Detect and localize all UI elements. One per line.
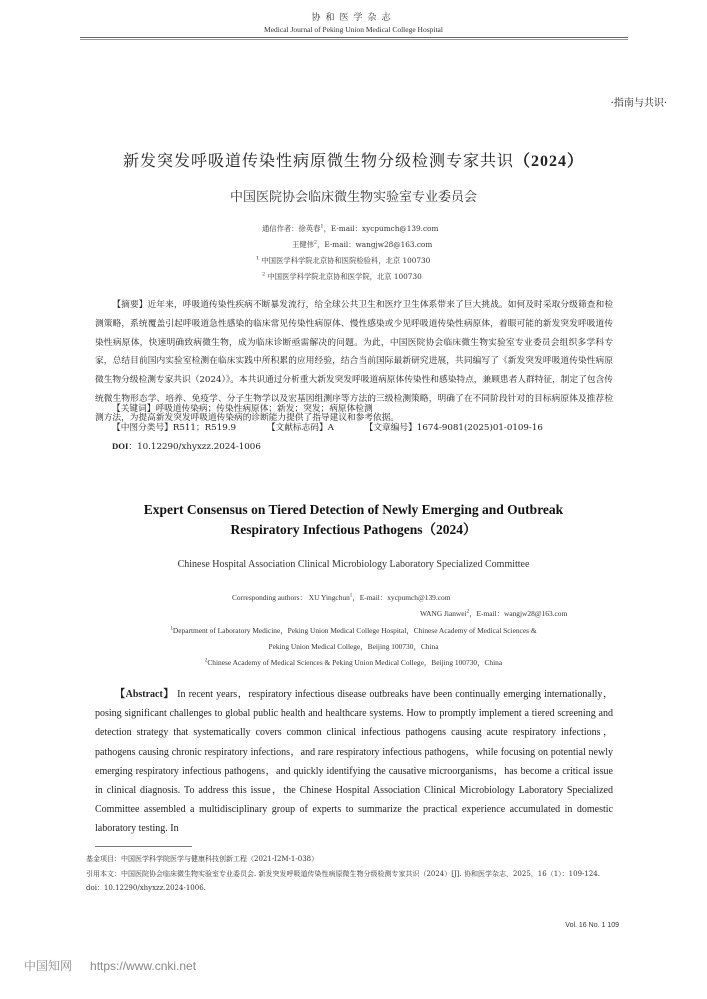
abstract-cn-text: 近年来，呼吸道传染性疾病不断暴发流行，给全球公共卫生和医疗卫生体系带来了巨大挑战。如何及时采取分级筛查和检测策略，系统覆盖引起呼吸道急性感染的临床常见传染性病原体、慢性感染或少见呼吸道传染性病原体，着眼可能的新发突发呼吸道传染性病原体，快速明确致病微生物，成为临床诊断亟需解决的问题。为此，中国医院协会临床微生物实验室专业委员会组织多学科专家，总结目前国内实验室检测在临床实践中所积累的应用经验，结合当前国际最新研究进展，共同编写了《新发突发呼吸道传染性病原微生物分级检测专家共识（2024）》。本共识通过分析重大新发突发呼吸道病原体传染性和感染特点，兼顾患者人群特征，制定了包含传统微生物形态学、培养、免疫学、分子生物学以及宏基因组测序等方法的三级检测策略，明确了在不同阶段针对的目标病原体及推荐检测方法，为提高新发突发呼吸道传染病的诊断能力提供了指导建议和参考依据。 (95, 300, 614, 423)
clc-label: 【中图分类号】 (112, 423, 173, 433)
author-sup: 2 (313, 239, 318, 246)
doc-value: A (327, 423, 334, 433)
corresponding-author-2-en (420, 608, 567, 619)
citation-footnote: 引用本文：中国医院协会临床微生物实验室专业委员会. 新发突发呼吸道传染性病原微生物分级检测专家共识（2024）[J]. 协和医学杂志，2025，16（1）：109-124. doi：10.12290/xhyxzz.2024-1006. (86, 870, 600, 892)
header-rule-secondary (80, 39, 628, 40)
affiliation-1-en-cont: Peking Union Medical College，Beijing 100730，China (268, 642, 439, 651)
affiliation-text: 中国医学科学院北京协和医院检验科，北京 100730 (261, 256, 431, 265)
author-name: WANG Jianwei (420, 609, 467, 618)
affiliation-sup: 2 (262, 271, 266, 278)
affiliation-text: Department of Laboratory Medicine，Peking Union Medical College Hospital，Chinese Academy of Medical Sciences & (172, 626, 537, 635)
page-footer: Vol. 16 No. 1 109 (565, 922, 619, 929)
keywords-text: 呼吸道传染病；传染性病原体；新发；突发；病原体检测 (155, 404, 373, 414)
abstract-cn-label: 【摘要】 (112, 300, 148, 310)
affiliation-1-cn (256, 256, 430, 266)
author-email[interactable]: ，E-mail：wangjw28@163.com (317, 240, 433, 249)
document-code (267, 423, 334, 433)
author-sup: 1 (349, 593, 353, 599)
abstract-en-label: 【Abstract】 (115, 689, 175, 700)
article-title-cn (0, 148, 707, 171)
affiliation-sup: 1 (170, 626, 173, 632)
corresponding-author-1-en (232, 592, 450, 603)
author-email[interactable]: ，E-mail：xycpumch@139.com (323, 224, 439, 233)
author-org-en: Chinese Hospital Association Clinical Microbiology Laboratory Specialized Committee (177, 559, 530, 570)
title-en-line2: Respiratory Infectious Pathogens（2024） (230, 522, 477, 537)
author-email[interactable]: ，E-mail：xycpumch@139.com (352, 593, 451, 602)
header-rule (80, 37, 628, 38)
affiliation-2-cn (262, 272, 422, 282)
article-label: 【文章编号】 (364, 423, 417, 433)
affiliation-1-en (0, 625, 707, 636)
section-tag: ·指南与共识· (610, 98, 667, 109)
author-org-cn: 中国医院协会临床微生物实验室专业委员会 (229, 190, 477, 205)
abstract-en (95, 685, 613, 839)
doi-label: DOI (112, 441, 129, 451)
affiliation-sup: 2 (204, 658, 208, 664)
clc-value: R511；R519.9 (172, 423, 237, 433)
article-number (365, 423, 543, 433)
affiliation-text: 中国医学科学院北京协和医学院，北京 100730 (267, 272, 422, 281)
title-cn-text: 新发突发呼吸道传染性病原微生物分级检测专家共识 (122, 151, 514, 170)
author-name: 王健伟 (292, 240, 314, 249)
affiliation-text: Chinese Academy of Medical Sciences & Peking Union Medical College，Beijing 100730，China (207, 658, 503, 667)
corresponding-author-1-cn (262, 224, 438, 234)
author-sup: 1 (320, 223, 324, 230)
clc-code (112, 423, 236, 433)
footnote-rule (95, 846, 192, 847)
cnki-name: 中国知网 (24, 959, 73, 973)
corresponding-author-2-cn (292, 240, 432, 250)
doi-value[interactable]: ：10.12290/xhyxzz.2024-1006 (128, 442, 261, 452)
cnki-url[interactable]: https://www.cnki.net (90, 959, 197, 973)
author-label: 通信作者： (262, 224, 299, 233)
doi-line (112, 440, 261, 452)
author-label: Corresponding authors： (232, 593, 307, 602)
article-value: 1674-9081(2025)01-0109-16 (416, 423, 543, 433)
doc-label: 【文献标志码】 (266, 423, 328, 433)
journal-name-cn: 协和医学杂志 (311, 13, 396, 23)
affiliation-sup: 1 (256, 255, 260, 262)
article-title-en (0, 500, 707, 540)
title-cn-year: （2024） (514, 153, 585, 170)
funding-footnote: 基金项目：中国医学科学院医学与健康科技创新工程（2021-I2M-1-038） (86, 855, 319, 863)
author-name: 徐英春 (298, 224, 321, 233)
abstract-en-text: In recent years，respiratory infectious disease outbreaks have been continually emerging internationally，posing significant challenges to global public health and healthcare systems. How to promptly implement a tiered screening and detection strategy that systematically covers common clinical infectious pathogens causing acute respiratory infections，pathogens causing chronic respiratory infections，and rare respiratory infectious pathogens，while focusing on potential newly emerging respiratory infectious pathogens，and quickly identifying the causative microorganisms，has become a critical issue in clinical diagnosis. To address this issue，the Chinese Hospital Association Clinical Microbiology Laboratory Specialized Committee assembled a multidisciplinary group of experts to summarize the practical experience accumulated in domestic laboratory testing. In (95, 689, 613, 835)
author-name: XU Yingchun (308, 593, 350, 602)
author-sup: 2 (466, 609, 470, 615)
cnki-watermark (24, 957, 214, 974)
author-email[interactable]: ，E-mail：wangjw28@163.com (469, 609, 568, 618)
keywords-label: 【关键词】 (112, 404, 156, 414)
journal-name-en: Medical Journal of Peking Union Medical College Hospital (264, 25, 443, 34)
classification-line (112, 421, 571, 433)
title-en-line1: Expert Consensus on Tiered Detection of Newly Emerging and Outbreak (143, 502, 564, 517)
keywords-cn (112, 402, 373, 414)
affiliation-2-en (0, 657, 707, 668)
